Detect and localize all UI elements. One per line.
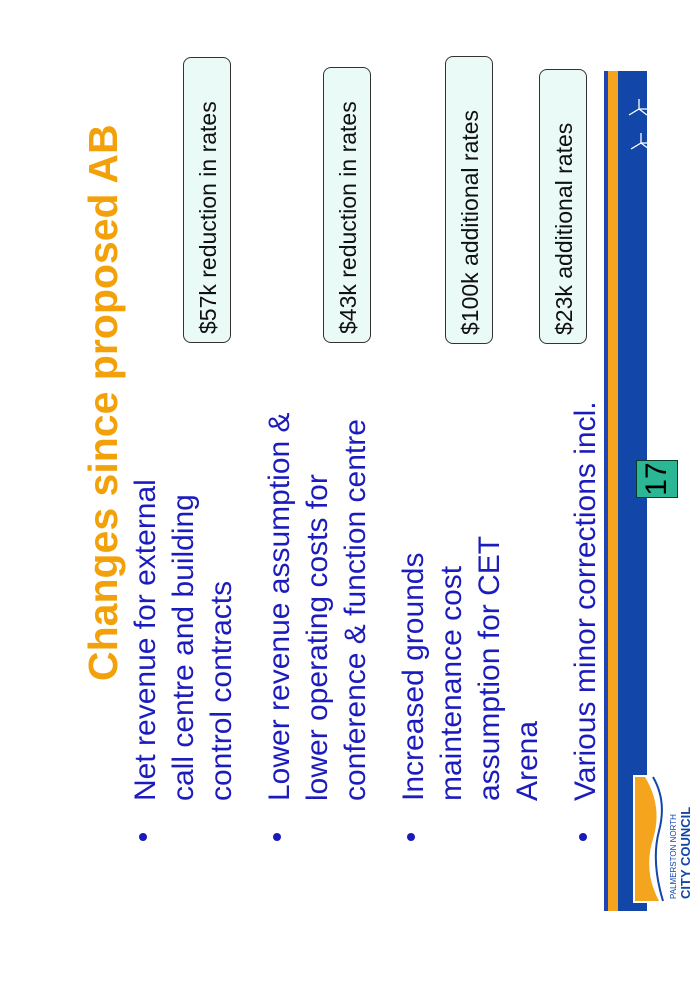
bullet-list — [127, 371, 663, 841]
bullet-dot-icon — [273, 833, 281, 841]
bullet-text: Various minor corrections incl. — [569, 401, 602, 801]
bullet-text: Net revenue for external call centre and building control contracts — [129, 479, 238, 801]
bullet-item — [395, 371, 547, 841]
council-logo-line2: CITY COUNCIL — [678, 806, 693, 899]
callout-rates-change: $23k additional rates — [539, 69, 587, 344]
slide — [47, 71, 693, 911]
page-number: 17 — [636, 460, 678, 498]
bullet-text: Lower revenue assumption & lower operating costs for conference & function centre — [263, 412, 372, 801]
callout-rates-change: $57k reduction in rates — [183, 57, 231, 343]
landscape-icon — [635, 777, 665, 901]
manawatu-logo — [627, 71, 691, 167]
bullet-dot-icon — [407, 833, 415, 841]
bullet-text: Increased grounds maintenance cost assumption for CET Arena — [397, 536, 544, 801]
council-logo-line1: PALMERSTON NORTH — [669, 814, 678, 899]
bullet-dot-icon — [139, 833, 147, 841]
bullet-item — [261, 371, 375, 841]
manawatu-logo-tagline: Young Heart Easy Living — [676, 71, 685, 159]
slide-title: Changes since proposed AB — [80, 124, 126, 681]
callout-rates-change: $43k reduction in rates — [323, 67, 371, 343]
callout-rates-change: $100k additional rates — [445, 56, 493, 344]
wind-turbine-icon — [627, 71, 657, 167]
footer-divider-orange — [608, 71, 618, 911]
manawatu-logo-name: Manawatu — [658, 88, 673, 159]
council-logo-emblem — [635, 777, 665, 901]
bullet-dot-icon — [579, 833, 587, 841]
council-logo — [633, 775, 695, 903]
bullet-item — [127, 371, 241, 841]
